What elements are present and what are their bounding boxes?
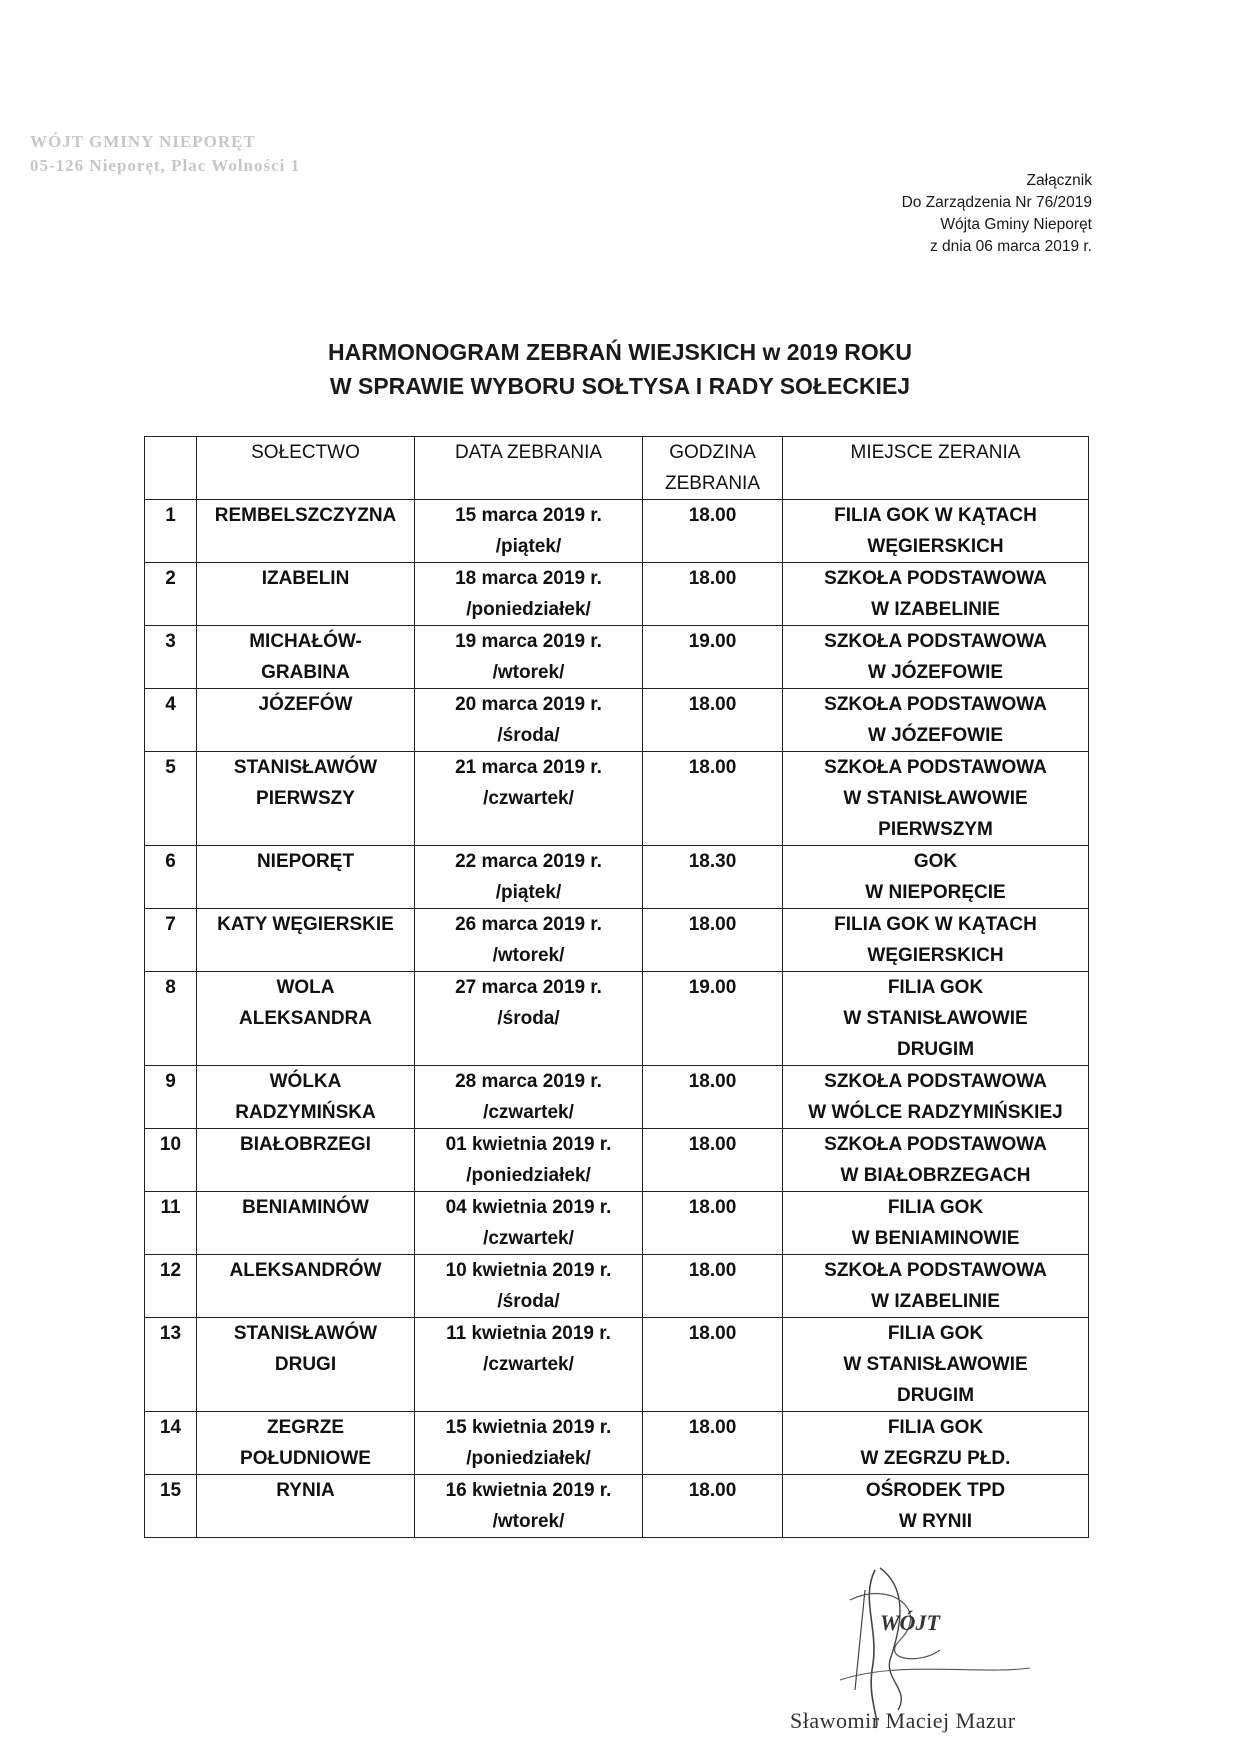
- meeting-date: [415, 500, 643, 563]
- meeting-place: [783, 626, 1089, 689]
- village-name: [197, 1192, 415, 1255]
- village-name: [197, 1412, 415, 1475]
- row-number: 9: [145, 1066, 197, 1129]
- meeting-place: [783, 1475, 1089, 1538]
- meeting-date-line: 04 kwietnia 2019 r.: [445, 1197, 612, 1218]
- row-number: 11: [145, 1192, 197, 1255]
- meeting-date: [415, 1192, 643, 1255]
- table-row: [145, 1129, 1089, 1192]
- meeting-place-line: SZKOŁA PODSTAWOWA: [824, 1260, 1047, 1281]
- meeting-place: [783, 1318, 1089, 1412]
- meeting-hour: 18.00: [643, 563, 783, 626]
- village-name-line: ZEGRZE: [266, 1417, 345, 1438]
- meeting-place: [783, 563, 1089, 626]
- meeting-place: [783, 689, 1089, 752]
- meeting-place-line: W STANISŁAWOWIE: [843, 788, 1028, 809]
- meeting-date-line: 27 marca 2019 r.: [455, 977, 602, 998]
- meeting-date: [415, 1129, 643, 1192]
- village-name-line: MICHAŁÓW-: [249, 631, 362, 652]
- meeting-date: [415, 846, 643, 909]
- document-title: [0, 335, 1240, 403]
- meeting-date: [415, 1066, 643, 1129]
- meeting-hour: 18.00: [643, 1412, 783, 1475]
- meeting-schedule-table: [144, 436, 1089, 1538]
- attachment-line-2: Do Zarządzenia Nr 76/2019: [901, 194, 1092, 211]
- meeting-date-line: 10 kwietnia 2019 r.: [445, 1260, 612, 1281]
- meeting-date: [415, 1318, 643, 1412]
- meeting-date: [415, 1412, 643, 1475]
- meeting-place: [783, 752, 1089, 846]
- meeting-date-line: /środa/: [497, 1008, 560, 1029]
- header-place: MIEJSCE ZERANIA: [783, 437, 1089, 500]
- meeting-place-line: FILIA GOK: [887, 977, 984, 998]
- table-row: [145, 752, 1089, 846]
- row-number: 15: [145, 1475, 197, 1538]
- table-row: [145, 626, 1089, 689]
- row-number: 10: [145, 1129, 197, 1192]
- meeting-place-line: W STANISŁAWOWIE: [843, 1008, 1028, 1029]
- meeting-date: [415, 689, 643, 752]
- meeting-place-line: SZKOŁA PODSTAWOWA: [824, 631, 1047, 652]
- meeting-hour: 18.30: [643, 846, 783, 909]
- meeting-place-line: OŚRODEK TPD: [865, 1480, 1006, 1501]
- stamp-line-1: WÓJT GMINY NIEPORĘT: [30, 132, 256, 151]
- village-name: [197, 689, 415, 752]
- header-date: DATA ZEBRANIA: [415, 437, 643, 500]
- row-number: 8: [145, 972, 197, 1066]
- meeting-place: [783, 1192, 1089, 1255]
- meeting-place: [783, 909, 1089, 972]
- row-number: 3: [145, 626, 197, 689]
- village-name-line: KATY WĘGIERSKIE: [217, 914, 394, 935]
- meeting-place: [783, 846, 1089, 909]
- meeting-date: [415, 1255, 643, 1318]
- row-number: 6: [145, 846, 197, 909]
- meeting-place-line: FILIA GOK W KĄTACH: [834, 914, 1037, 935]
- village-name: [197, 972, 415, 1066]
- meeting-place: [783, 1066, 1089, 1129]
- meeting-place-line: W IZABELINIE: [871, 1291, 1000, 1312]
- meeting-date-line: /środa/: [497, 1291, 560, 1312]
- village-name: [197, 500, 415, 563]
- village-name-line: JÓZEFÓW: [258, 694, 353, 715]
- meeting-place-line: FILIA GOK: [887, 1197, 984, 1218]
- signature-name: Sławomir Maciej Mazur: [790, 1708, 1016, 1733]
- meeting-date-line: 21 marca 2019 r.: [455, 757, 602, 778]
- meeting-hour: 18.00: [643, 909, 783, 972]
- row-number: 13: [145, 1318, 197, 1412]
- meeting-place-line: FILIA GOK W KĄTACH: [834, 505, 1037, 526]
- row-number: 5: [145, 752, 197, 846]
- table-row: [145, 1412, 1089, 1475]
- row-number: 7: [145, 909, 197, 972]
- table-row: [145, 1066, 1089, 1129]
- meeting-hour: 18.00: [643, 1192, 783, 1255]
- table-row: [145, 909, 1089, 972]
- faded-official-stamp: [30, 130, 330, 178]
- row-number: 4: [145, 689, 197, 752]
- header-village: SOŁECTWO: [197, 437, 415, 500]
- table-row: [145, 563, 1089, 626]
- village-name-line: ALEKSANDRA: [239, 1008, 372, 1029]
- attachment-line-4: z dnia 06 marca 2019 r.: [930, 238, 1092, 255]
- meeting-place-line: SZKOŁA PODSTAWOWA: [824, 757, 1047, 778]
- table-row: [145, 1475, 1089, 1538]
- header-hour: [643, 437, 783, 500]
- meeting-place-line: WĘGIERSKICH: [867, 945, 1004, 966]
- meeting-place: [783, 972, 1089, 1066]
- handwritten-signature: [780, 1560, 1080, 1730]
- meeting-date-line: 22 marca 2019 r.: [455, 851, 602, 872]
- village-name-line: WÓLKA: [269, 1071, 342, 1092]
- meeting-date: [415, 1475, 643, 1538]
- meeting-place-line: WĘGIERSKICH: [867, 536, 1004, 557]
- meeting-hour: 19.00: [643, 972, 783, 1066]
- village-name: [197, 1066, 415, 1129]
- meeting-place-line: W ZEGRZU PŁD.: [860, 1448, 1011, 1469]
- village-name: [197, 752, 415, 846]
- meeting-hour: 18.00: [643, 500, 783, 563]
- village-name-line: IZABELIN: [261, 568, 350, 589]
- village-name-line: BIAŁOBRZEGI: [240, 1134, 371, 1155]
- meeting-hour: 18.00: [643, 1129, 783, 1192]
- village-name: [197, 1255, 415, 1318]
- meeting-place-line: W BIAŁOBRZEGACH: [840, 1165, 1031, 1186]
- meeting-place-line: FILIA GOK: [887, 1323, 984, 1344]
- village-name-line: PIERWSZY: [256, 788, 355, 809]
- row-number: 14: [145, 1412, 197, 1475]
- village-name-line: RADZYMIŃSKA: [235, 1102, 376, 1123]
- meeting-date-line: 15 kwietnia 2019 r.: [445, 1417, 612, 1438]
- row-number: 12: [145, 1255, 197, 1318]
- meeting-place-line: W WÓLCE RADZYMIŃSKIEJ: [808, 1102, 1063, 1123]
- table-row: [145, 1318, 1089, 1412]
- attachment-line-3: Wójta Gminy Nieporęt: [940, 216, 1092, 233]
- meeting-date: [415, 972, 643, 1066]
- meeting-hour: 18.00: [643, 1066, 783, 1129]
- title-line-2: W SPRAWIE WYBORU SOŁTYSA I RADY SOŁECKIEJ: [329, 373, 911, 399]
- village-name-line: RYNIA: [276, 1480, 335, 1501]
- table-row: [145, 1192, 1089, 1255]
- meeting-date-line: 28 marca 2019 r.: [455, 1071, 602, 1092]
- meeting-place-line: SZKOŁA PODSTAWOWA: [824, 568, 1047, 589]
- meeting-place: [783, 1412, 1089, 1475]
- village-name: [197, 1318, 415, 1412]
- meeting-date-line: 26 marca 2019 r.: [455, 914, 602, 935]
- meeting-date-line: 11 kwietnia 2019 r.: [446, 1323, 611, 1344]
- meeting-date-line: /wtorek/: [492, 945, 565, 966]
- meeting-date-line: /czwartek/: [483, 1354, 574, 1375]
- attachment-note: [902, 170, 1092, 258]
- meeting-date-line: 15 marca 2019 r.: [455, 505, 602, 526]
- village-name: [197, 1475, 415, 1538]
- header-number: [145, 437, 197, 500]
- meeting-hour: 18.00: [643, 1475, 783, 1538]
- meeting-place-line: W IZABELINIE: [871, 599, 1000, 620]
- table-row: [145, 689, 1089, 752]
- meeting-place-line: SZKOŁA PODSTAWOWA: [824, 694, 1047, 715]
- meeting-hour: 18.00: [643, 752, 783, 846]
- village-name-line: GRABINA: [261, 662, 350, 683]
- meeting-date-line: /czwartek/: [483, 1228, 574, 1249]
- village-name-line: NIEPORĘT: [256, 851, 355, 872]
- header-hour-line-2: ZEBRANIA: [664, 473, 761, 494]
- table-body: [145, 500, 1089, 1538]
- meeting-place: [783, 1129, 1089, 1192]
- meeting-place-line: W NIEPORĘCIE: [865, 882, 1006, 903]
- meeting-date: [415, 909, 643, 972]
- meeting-date-line: /środa/: [497, 725, 560, 746]
- meeting-date-line: /piątek/: [495, 536, 562, 557]
- meeting-place-line: SZKOŁA PODSTAWOWA: [824, 1071, 1047, 1092]
- meeting-date-line: 19 marca 2019 r.: [455, 631, 602, 652]
- village-name-line: POŁUDNIOWE: [240, 1448, 371, 1469]
- meeting-place-line: W JÓZEFOWIE: [867, 662, 1004, 683]
- meeting-date-line: 18 marca 2019 r.: [455, 568, 602, 589]
- meeting-date-line: /poniedziałek/: [466, 1165, 591, 1186]
- meeting-place-line: SZKOŁA PODSTAWOWA: [824, 1134, 1047, 1155]
- village-name-line: WOLA: [276, 977, 335, 998]
- table-row: [145, 972, 1089, 1066]
- meeting-date-line: 01 kwietnia 2019 r.: [445, 1134, 612, 1155]
- meeting-place-line: W STANISŁAWOWIE: [843, 1354, 1028, 1375]
- meeting-date-line: /poniedziałek/: [466, 1448, 591, 1469]
- village-name: [197, 1129, 415, 1192]
- village-name-line: ALEKSANDRÓW: [229, 1260, 382, 1281]
- meeting-date-line: /poniedziałek/: [466, 599, 591, 620]
- meeting-date-line: /wtorek/: [492, 662, 565, 683]
- meeting-place-line: GOK: [913, 851, 958, 872]
- row-number: 1: [145, 500, 197, 563]
- signature-title: WÓJT: [880, 1610, 940, 1635]
- title-line-1: HARMONOGRAM ZEBRAŃ WIEJSKICH w 2019 ROKU: [328, 339, 912, 365]
- row-number: 2: [145, 563, 197, 626]
- header-hour-line-1: GODZINA: [669, 442, 756, 463]
- meeting-date-line: /piątek/: [495, 882, 562, 903]
- meeting-place-line: DRUGIM: [896, 1385, 975, 1406]
- meeting-hour: 18.00: [643, 1255, 783, 1318]
- village-name-line: BENIAMINÓW: [242, 1197, 369, 1218]
- meeting-place-line: FILIA GOK: [887, 1417, 984, 1438]
- meeting-date-line: /wtorek/: [492, 1511, 565, 1532]
- attachment-line-1: Załącznik: [1026, 172, 1092, 189]
- table-row: [145, 1255, 1089, 1318]
- table-row: [145, 846, 1089, 909]
- meeting-date-line: /czwartek/: [483, 788, 574, 809]
- village-name: [197, 626, 415, 689]
- meeting-date: [415, 752, 643, 846]
- meeting-place-line: W JÓZEFOWIE: [867, 725, 1004, 746]
- village-name-line: REMBELSZCZYZNA: [214, 505, 397, 526]
- meeting-date-line: 20 marca 2019 r.: [455, 694, 602, 715]
- village-name: [197, 846, 415, 909]
- meeting-date-line: 16 kwietnia 2019 r.: [445, 1480, 612, 1501]
- village-name-line: DRUGI: [274, 1354, 337, 1375]
- stamp-line-2: 05-126 Nieporęt, Plac Wolności 1: [30, 156, 301, 175]
- village-name-line: STANISŁAWÓW: [233, 1323, 378, 1344]
- meeting-place-line: PIERWSZYM: [878, 819, 993, 840]
- meeting-hour: 18.00: [643, 689, 783, 752]
- meeting-place-line: DRUGIM: [896, 1039, 975, 1060]
- table-row: [145, 500, 1089, 563]
- meeting-date: [415, 563, 643, 626]
- village-name: [197, 563, 415, 626]
- meeting-date: [415, 626, 643, 689]
- meeting-hour: 19.00: [643, 626, 783, 689]
- meeting-date-line: /czwartek/: [483, 1102, 574, 1123]
- meeting-hour: 18.00: [643, 1318, 783, 1412]
- meeting-place-line: W BENIAMINOWIE: [851, 1228, 1020, 1249]
- village-name: [197, 909, 415, 972]
- meeting-place-line: W RYNII: [898, 1511, 973, 1532]
- table-header-row: [145, 437, 1089, 500]
- village-name-line: STANISŁAWÓW: [233, 757, 378, 778]
- meeting-place: [783, 1255, 1089, 1318]
- meeting-place: [783, 500, 1089, 563]
